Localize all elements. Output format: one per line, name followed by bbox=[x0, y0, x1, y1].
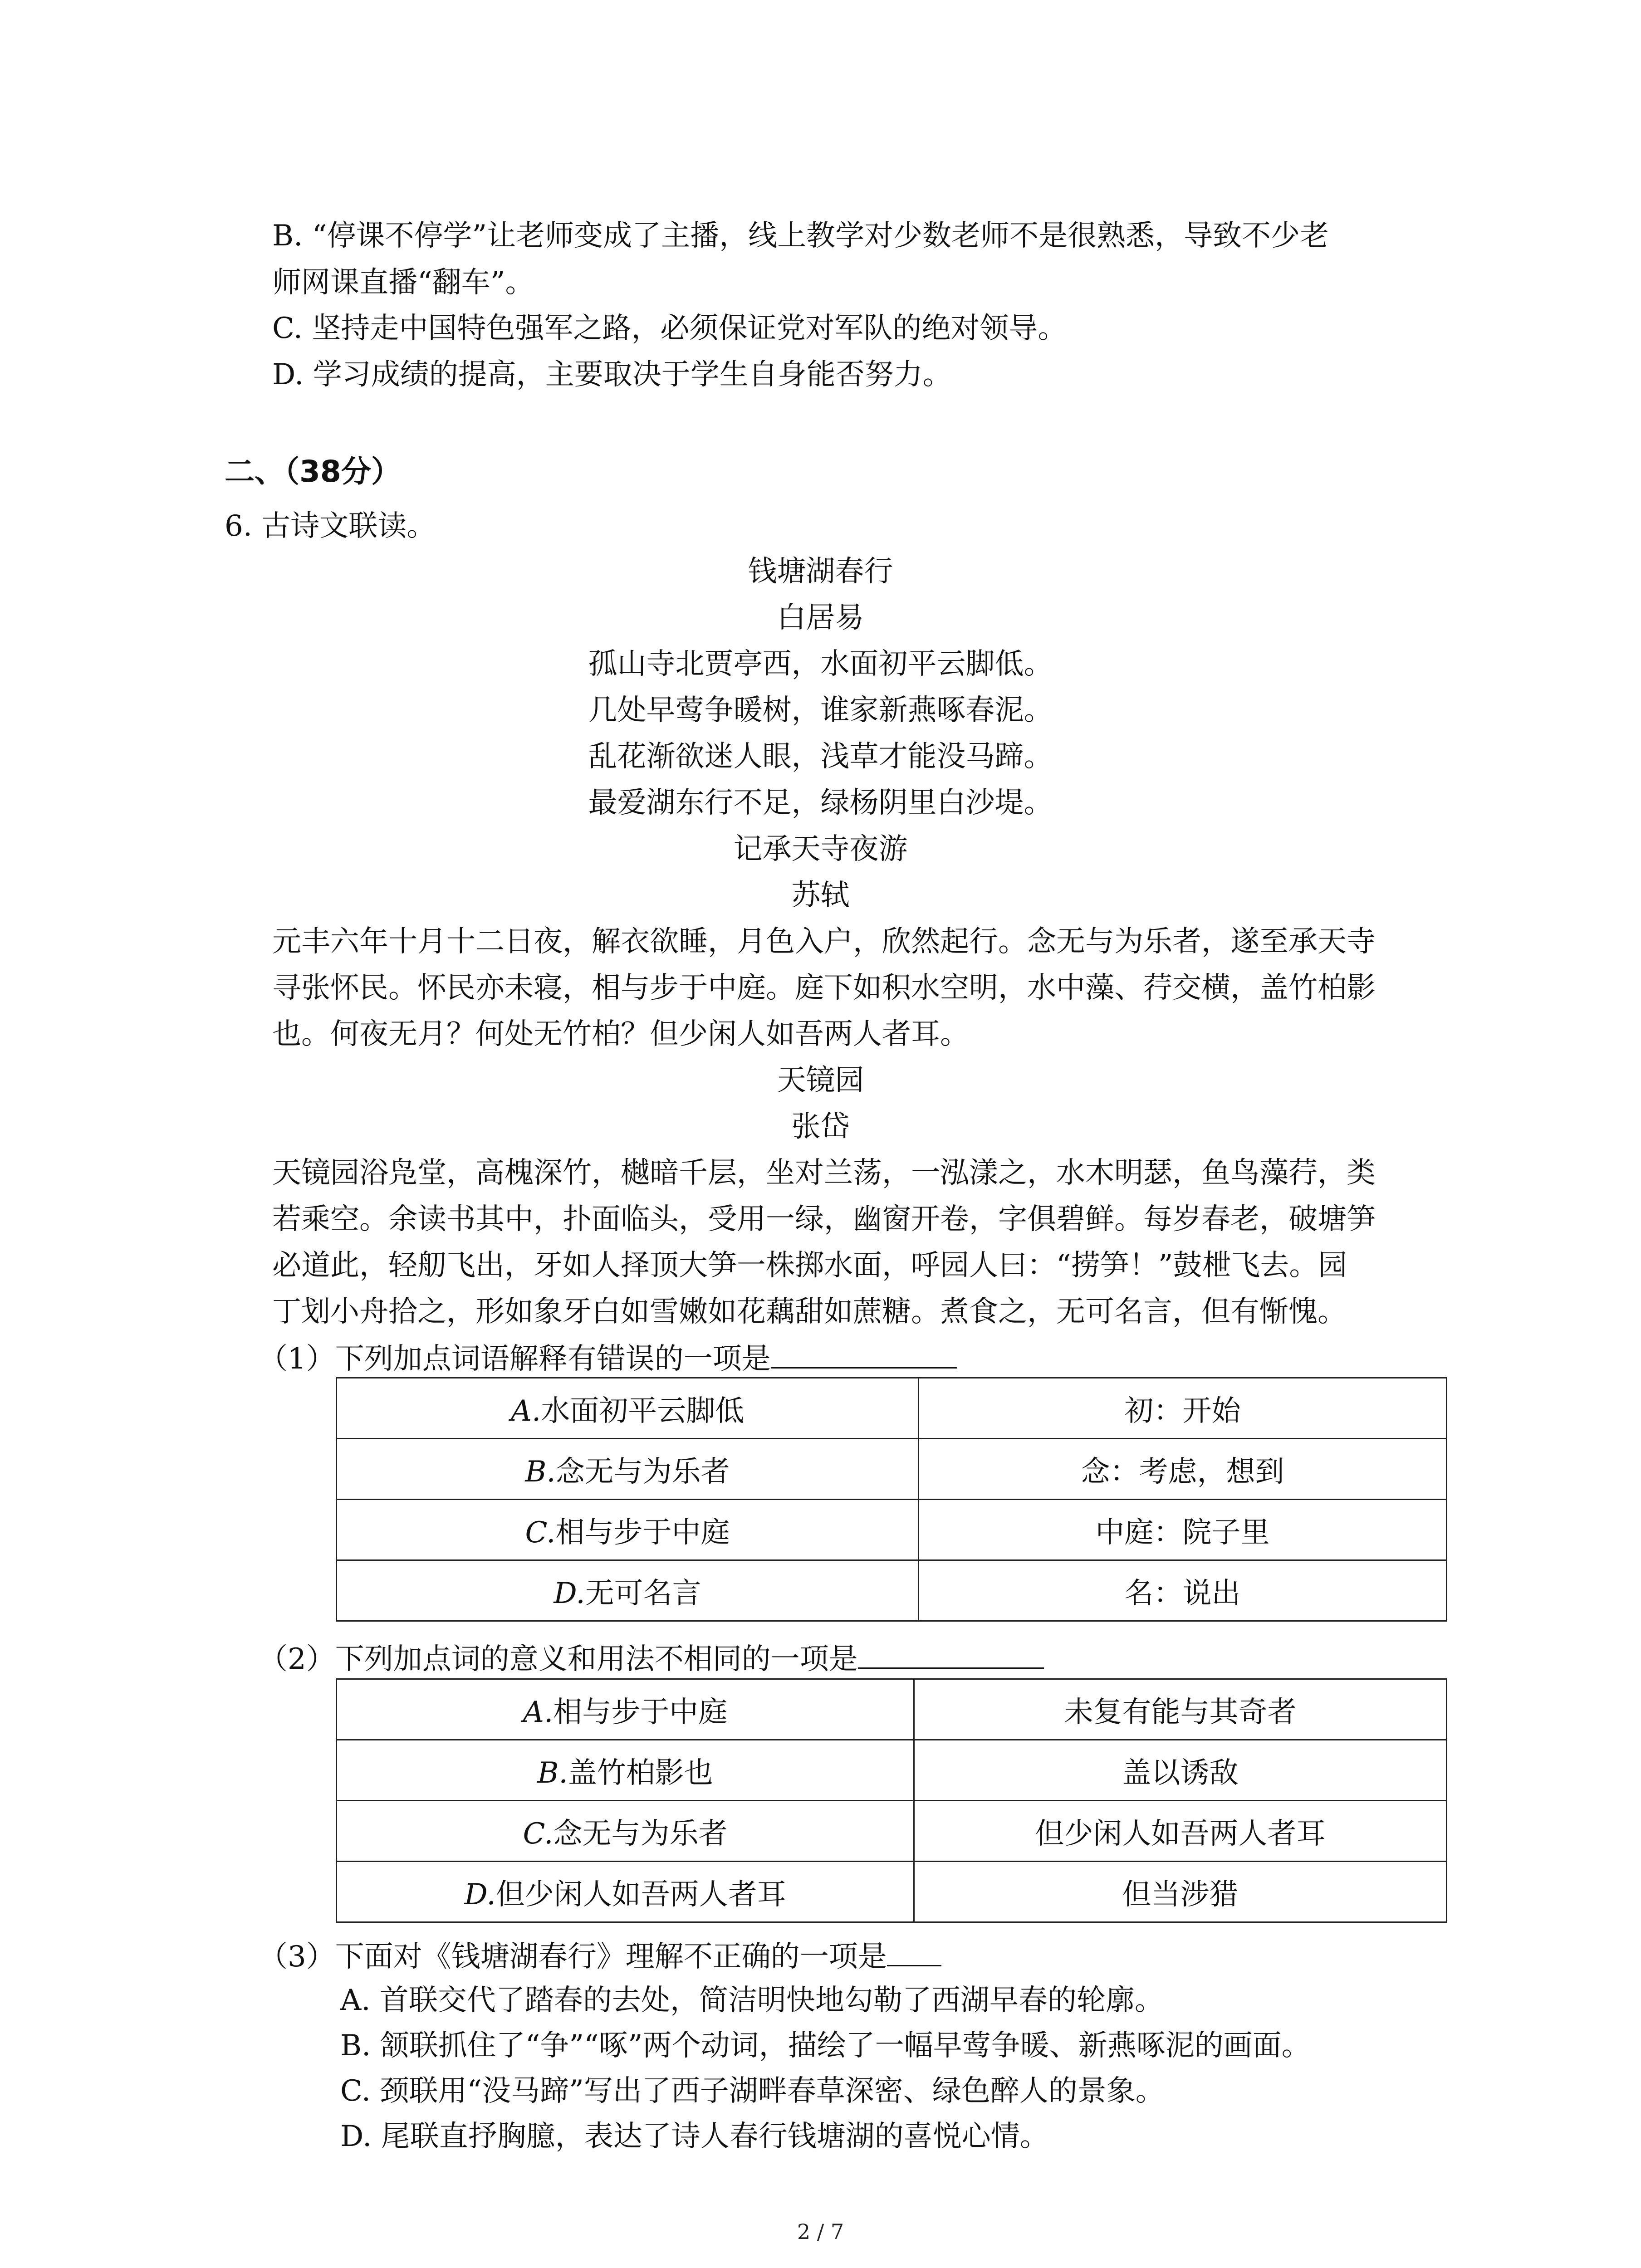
poem1-title: 钱塘湖春行 bbox=[748, 555, 893, 588]
table-cell-left: C.相与步于中庭 bbox=[337, 1500, 919, 1560]
sub2-answer-blank bbox=[858, 1636, 1044, 1669]
table-cell-left: A.相与步于中庭 bbox=[337, 1679, 914, 1740]
table-row bbox=[337, 1439, 1447, 1500]
table-cell-right: 但少闲人如吾两人者耳 bbox=[914, 1801, 1447, 1862]
text3-line-3: 必道此，轻舠飞出，牙如人择顶大笋一株掷水面，呼园人曰：“捞笋！”鼓枻飞去。园 bbox=[272, 1249, 1347, 1282]
table-cell-right: 念：考虑，想到 bbox=[919, 1439, 1447, 1500]
sub3-option-d: D. 尾联直抒胸臆，表达了诗人春行钱塘湖的喜悦心情。 bbox=[340, 2120, 1049, 2153]
table-cell-right: 名：说出 bbox=[919, 1560, 1447, 1621]
text2-line-3: 也。何夜无月？何处无竹柏？但少闲人如吾两人者耳。 bbox=[272, 1017, 969, 1051]
table-row bbox=[337, 1801, 1447, 1862]
table-row bbox=[337, 1560, 1447, 1621]
text2-line-2: 寻张怀民。怀民亦未寝，相与步于中庭。庭下如积水空明，水中藻、荇交横，盖竹柏影 bbox=[272, 971, 1376, 1005]
poem1-line-1: 孤山寺北贾亭西，水面初平云脚低。 bbox=[588, 647, 1053, 681]
poem1-line-2: 几处早莺争暖树，谁家新燕啄春泥。 bbox=[588, 694, 1053, 727]
option-b-line-2: 师网课直播“翻车”。 bbox=[272, 266, 534, 299]
text3-author: 张岱 bbox=[791, 1110, 850, 1144]
sub2-table bbox=[336, 1678, 1447, 1923]
table-cell-right: 中庭：院子里 bbox=[919, 1500, 1447, 1560]
table-row bbox=[337, 1740, 1447, 1801]
table-cell-left: A.水面初平云脚低 bbox=[337, 1378, 919, 1439]
option-b-line-1: B. “停课不停学”让老师变成了主播，线上教学对少数老师不是很熟悉，导致不少老 bbox=[272, 219, 1329, 253]
poem1-author: 白居易 bbox=[777, 601, 864, 635]
text2-author: 苏轼 bbox=[791, 879, 850, 912]
sub1-table bbox=[336, 1377, 1447, 1622]
table-row bbox=[337, 1862, 1447, 1922]
sub3-option-b: B. 颔联抓住了“争”“啄”两个动词，描绘了一幅早莺争暖、新燕啄泥的画面。 bbox=[340, 2029, 1311, 2063]
table-cell-left: B.盖竹柏影也 bbox=[337, 1740, 914, 1801]
text3-line-2: 若乘空。余读书其中，扑面临头，受用一绿，幽窗开卷，字俱碧鲜。每岁春老，破塘笋 bbox=[272, 1202, 1376, 1236]
table-row bbox=[337, 1679, 1447, 1740]
table-cell-left: B.念无与为乐者 bbox=[337, 1439, 919, 1500]
table-cell-left: D.但少闲人如吾两人者耳 bbox=[337, 1862, 914, 1922]
section-heading: 二、（38分） bbox=[225, 454, 401, 489]
page-number: 2 / 7 bbox=[797, 2219, 844, 2244]
question-6-title: 6. 古诗文联读。 bbox=[225, 509, 436, 543]
text3-title: 天镜园 bbox=[777, 1064, 864, 1097]
table-cell-right: 未复有能与其奇者 bbox=[914, 1679, 1447, 1740]
table-cell-left: C.念无与为乐者 bbox=[337, 1801, 914, 1862]
sub3-option-a: A. 首联交代了踏春的去处，简洁明快地勾勒了西湖早春的轮廓。 bbox=[340, 1984, 1164, 2017]
sub1-answer-blank bbox=[771, 1335, 957, 1369]
option-c: C. 坚持走中国特色强军之路，必须保证党对军队的绝对领导。 bbox=[272, 312, 1067, 345]
sub3-answer-blank bbox=[887, 1933, 941, 1966]
option-d: D. 学习成绩的提高，主要取决于学生自身能否努力。 bbox=[272, 358, 952, 391]
table-row bbox=[337, 1378, 1447, 1439]
sub2-prompt-text: （2）下列加点词的意义和用法不相同的一项是 bbox=[259, 1642, 858, 1676]
sub1-prompt bbox=[259, 1335, 957, 1379]
poem1-line-3: 乱花渐欲迷人眼，浅草才能没马蹄。 bbox=[588, 740, 1053, 773]
sub3-option-c: C. 颈联用“没马蹄”写出了西子湖畔春草深密、绿色醉人的景象。 bbox=[340, 2074, 1165, 2108]
table-cell-right: 但当涉猎 bbox=[914, 1862, 1447, 1922]
sub3-prompt bbox=[259, 1933, 941, 1977]
text3-line-4: 丁划小舟拾之，形如象牙白如雪嫩如花藕甜如蔗糖。煮食之，无可名言，但有惭愧。 bbox=[272, 1295, 1347, 1329]
sub3-prompt-text: （3）下面对《钱塘湖春行》理解不正确的一项是 bbox=[259, 1940, 887, 1974]
sub2-prompt bbox=[259, 1636, 1044, 1680]
text2-title: 记承天寺夜游 bbox=[733, 832, 908, 866]
table-cell-left: D.无可名言 bbox=[337, 1560, 919, 1621]
table-row bbox=[337, 1500, 1447, 1560]
table-cell-right: 初：开始 bbox=[919, 1378, 1447, 1439]
table-cell-right: 盖以诱敌 bbox=[914, 1740, 1447, 1801]
text2-line-1: 元丰六年十月十二日夜，解衣欲睡，月色入户，欣然起行。念无与为乐者，遂至承天寺 bbox=[272, 925, 1376, 958]
text3-line-1: 天镜园浴凫堂，高槐深竹，樾暗千层，坐对兰荡，一泓漾之，水木明瑟，鱼鸟藻荇，类 bbox=[272, 1156, 1376, 1190]
sub1-prompt-text: （1）下列加点词语解释有错误的一项是 bbox=[259, 1342, 771, 1376]
poem1-line-4: 最爱湖东行不足，绿杨阴里白沙堤。 bbox=[588, 786, 1053, 820]
